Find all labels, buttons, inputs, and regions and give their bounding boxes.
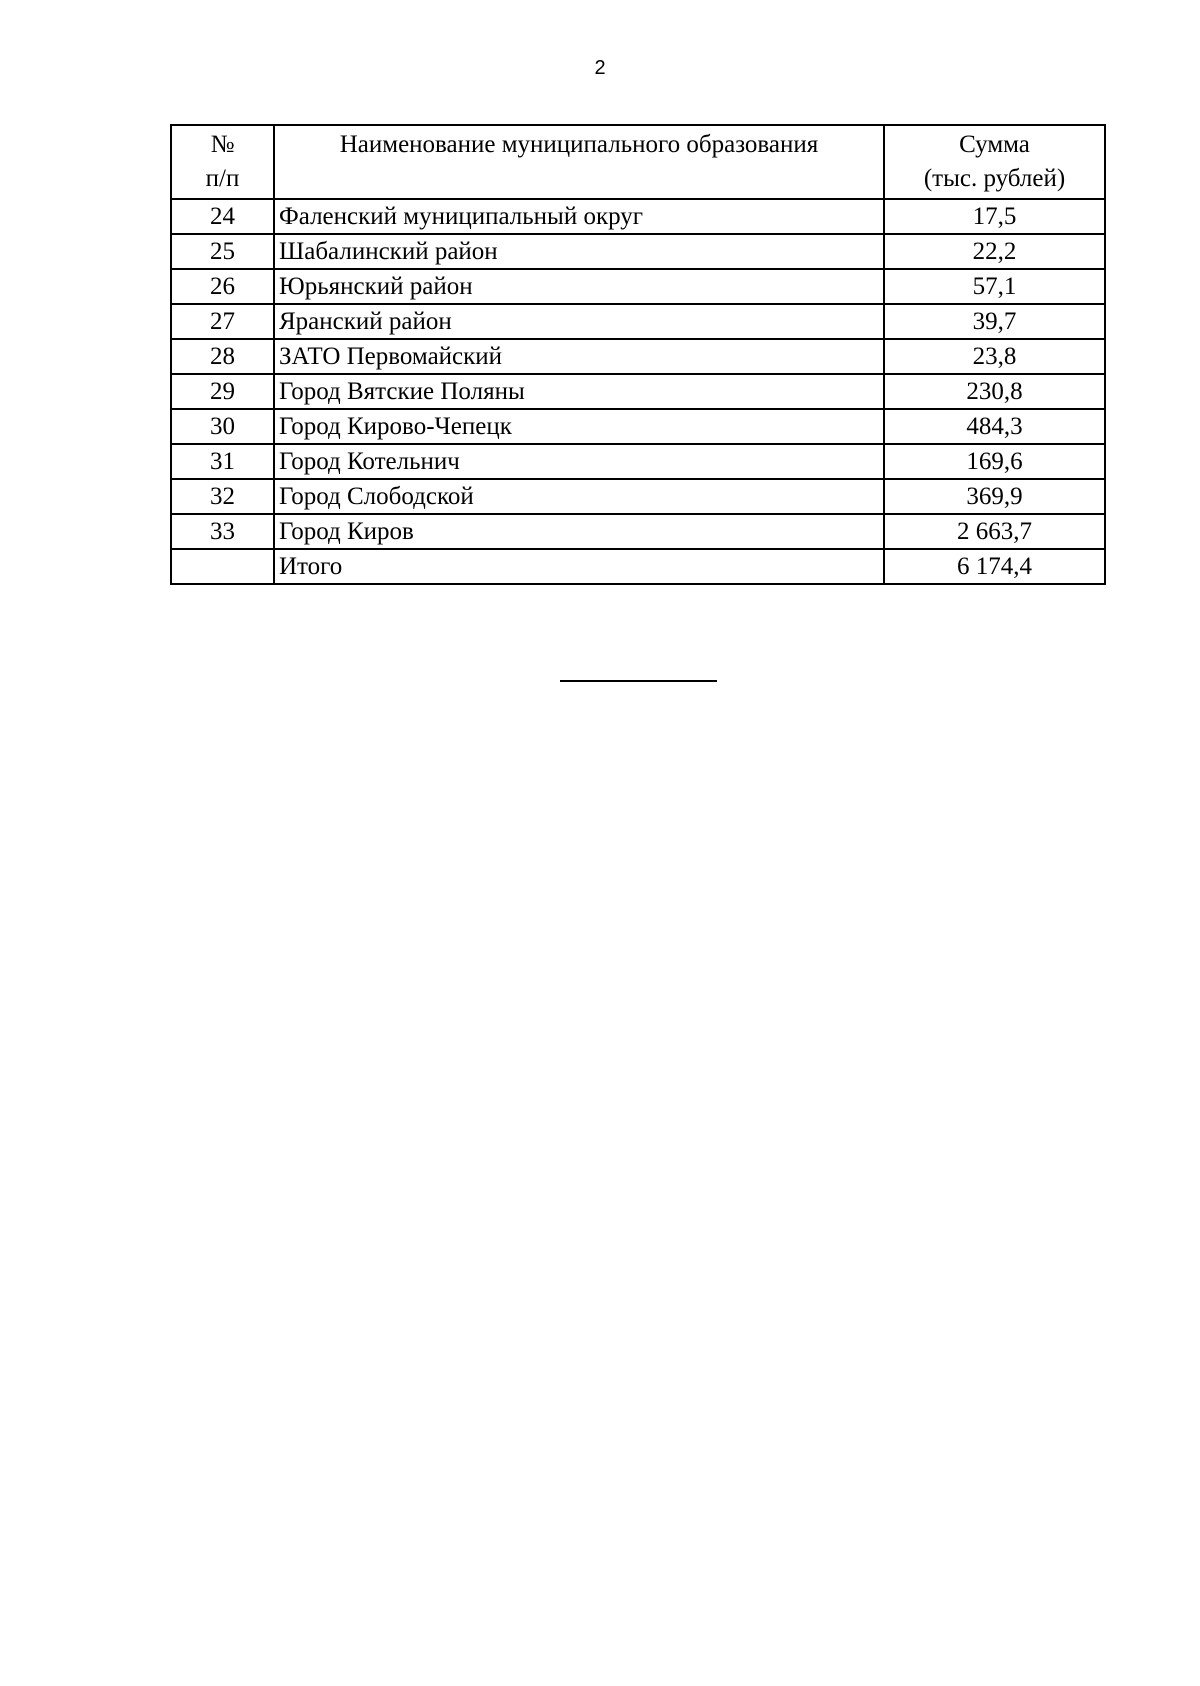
row-sum: 23,8 bbox=[884, 339, 1105, 374]
allocation-table bbox=[170, 124, 1106, 585]
row-number: 25 bbox=[171, 234, 274, 269]
table-header-row bbox=[171, 125, 1105, 199]
row-sum: 484,3 bbox=[884, 409, 1105, 444]
header-number-line1: № bbox=[210, 131, 235, 158]
total-sum: 6 174,4 bbox=[884, 549, 1105, 584]
row-number: 33 bbox=[171, 514, 274, 549]
row-name: Юрьянский район bbox=[274, 269, 884, 304]
table-row bbox=[171, 339, 1105, 374]
row-name: Город Кирово-Чепецк bbox=[274, 409, 884, 444]
header-name: Наименование муниципального образования bbox=[274, 125, 884, 199]
row-name: Город Вятские Поляны bbox=[274, 374, 884, 409]
table-row bbox=[171, 269, 1105, 304]
row-number: 29 bbox=[171, 374, 274, 409]
table-row bbox=[171, 444, 1105, 479]
row-number: 30 bbox=[171, 409, 274, 444]
table-row bbox=[171, 374, 1105, 409]
table-row bbox=[171, 304, 1105, 339]
closing-divider bbox=[560, 680, 717, 682]
header-number bbox=[171, 125, 274, 199]
header-number-line2: п/п bbox=[205, 165, 240, 192]
row-sum: 369,9 bbox=[884, 479, 1105, 514]
row-sum: 39,7 bbox=[884, 304, 1105, 339]
row-number: 26 bbox=[171, 269, 274, 304]
row-name: ЗАТО Первомайский bbox=[274, 339, 884, 374]
row-number: 27 bbox=[171, 304, 274, 339]
total-number bbox=[171, 549, 274, 584]
row-sum: 17,5 bbox=[884, 199, 1105, 234]
header-sum-line1: Сумма bbox=[959, 131, 1030, 158]
table-row bbox=[171, 409, 1105, 444]
total-label: Итого bbox=[274, 549, 884, 584]
header-sum bbox=[884, 125, 1105, 199]
row-sum: 22,2 bbox=[884, 234, 1105, 269]
header-sum-line2: (тыс. рублей) bbox=[923, 165, 1066, 192]
row-name: Шабалинский район bbox=[274, 234, 884, 269]
row-sum: 57,1 bbox=[884, 269, 1105, 304]
row-sum: 230,8 bbox=[884, 374, 1105, 409]
total-row bbox=[171, 549, 1105, 584]
table-row bbox=[171, 514, 1105, 549]
row-name: Фаленский муниципальный округ bbox=[274, 199, 884, 234]
row-name: Город Киров bbox=[274, 514, 884, 549]
table-row bbox=[171, 479, 1105, 514]
row-number: 31 bbox=[171, 444, 274, 479]
row-name: Яранский район bbox=[274, 304, 884, 339]
row-number: 24 bbox=[171, 199, 274, 234]
table-row bbox=[171, 199, 1105, 234]
row-name: Город Слободской bbox=[274, 479, 884, 514]
row-number: 28 bbox=[171, 339, 274, 374]
page-number: 2 bbox=[594, 57, 606, 79]
row-name: Город Котельнич bbox=[274, 444, 884, 479]
row-sum: 169,6 bbox=[884, 444, 1105, 479]
row-sum: 2 663,7 bbox=[884, 514, 1105, 549]
row-number: 32 bbox=[171, 479, 274, 514]
table-row bbox=[171, 234, 1105, 269]
